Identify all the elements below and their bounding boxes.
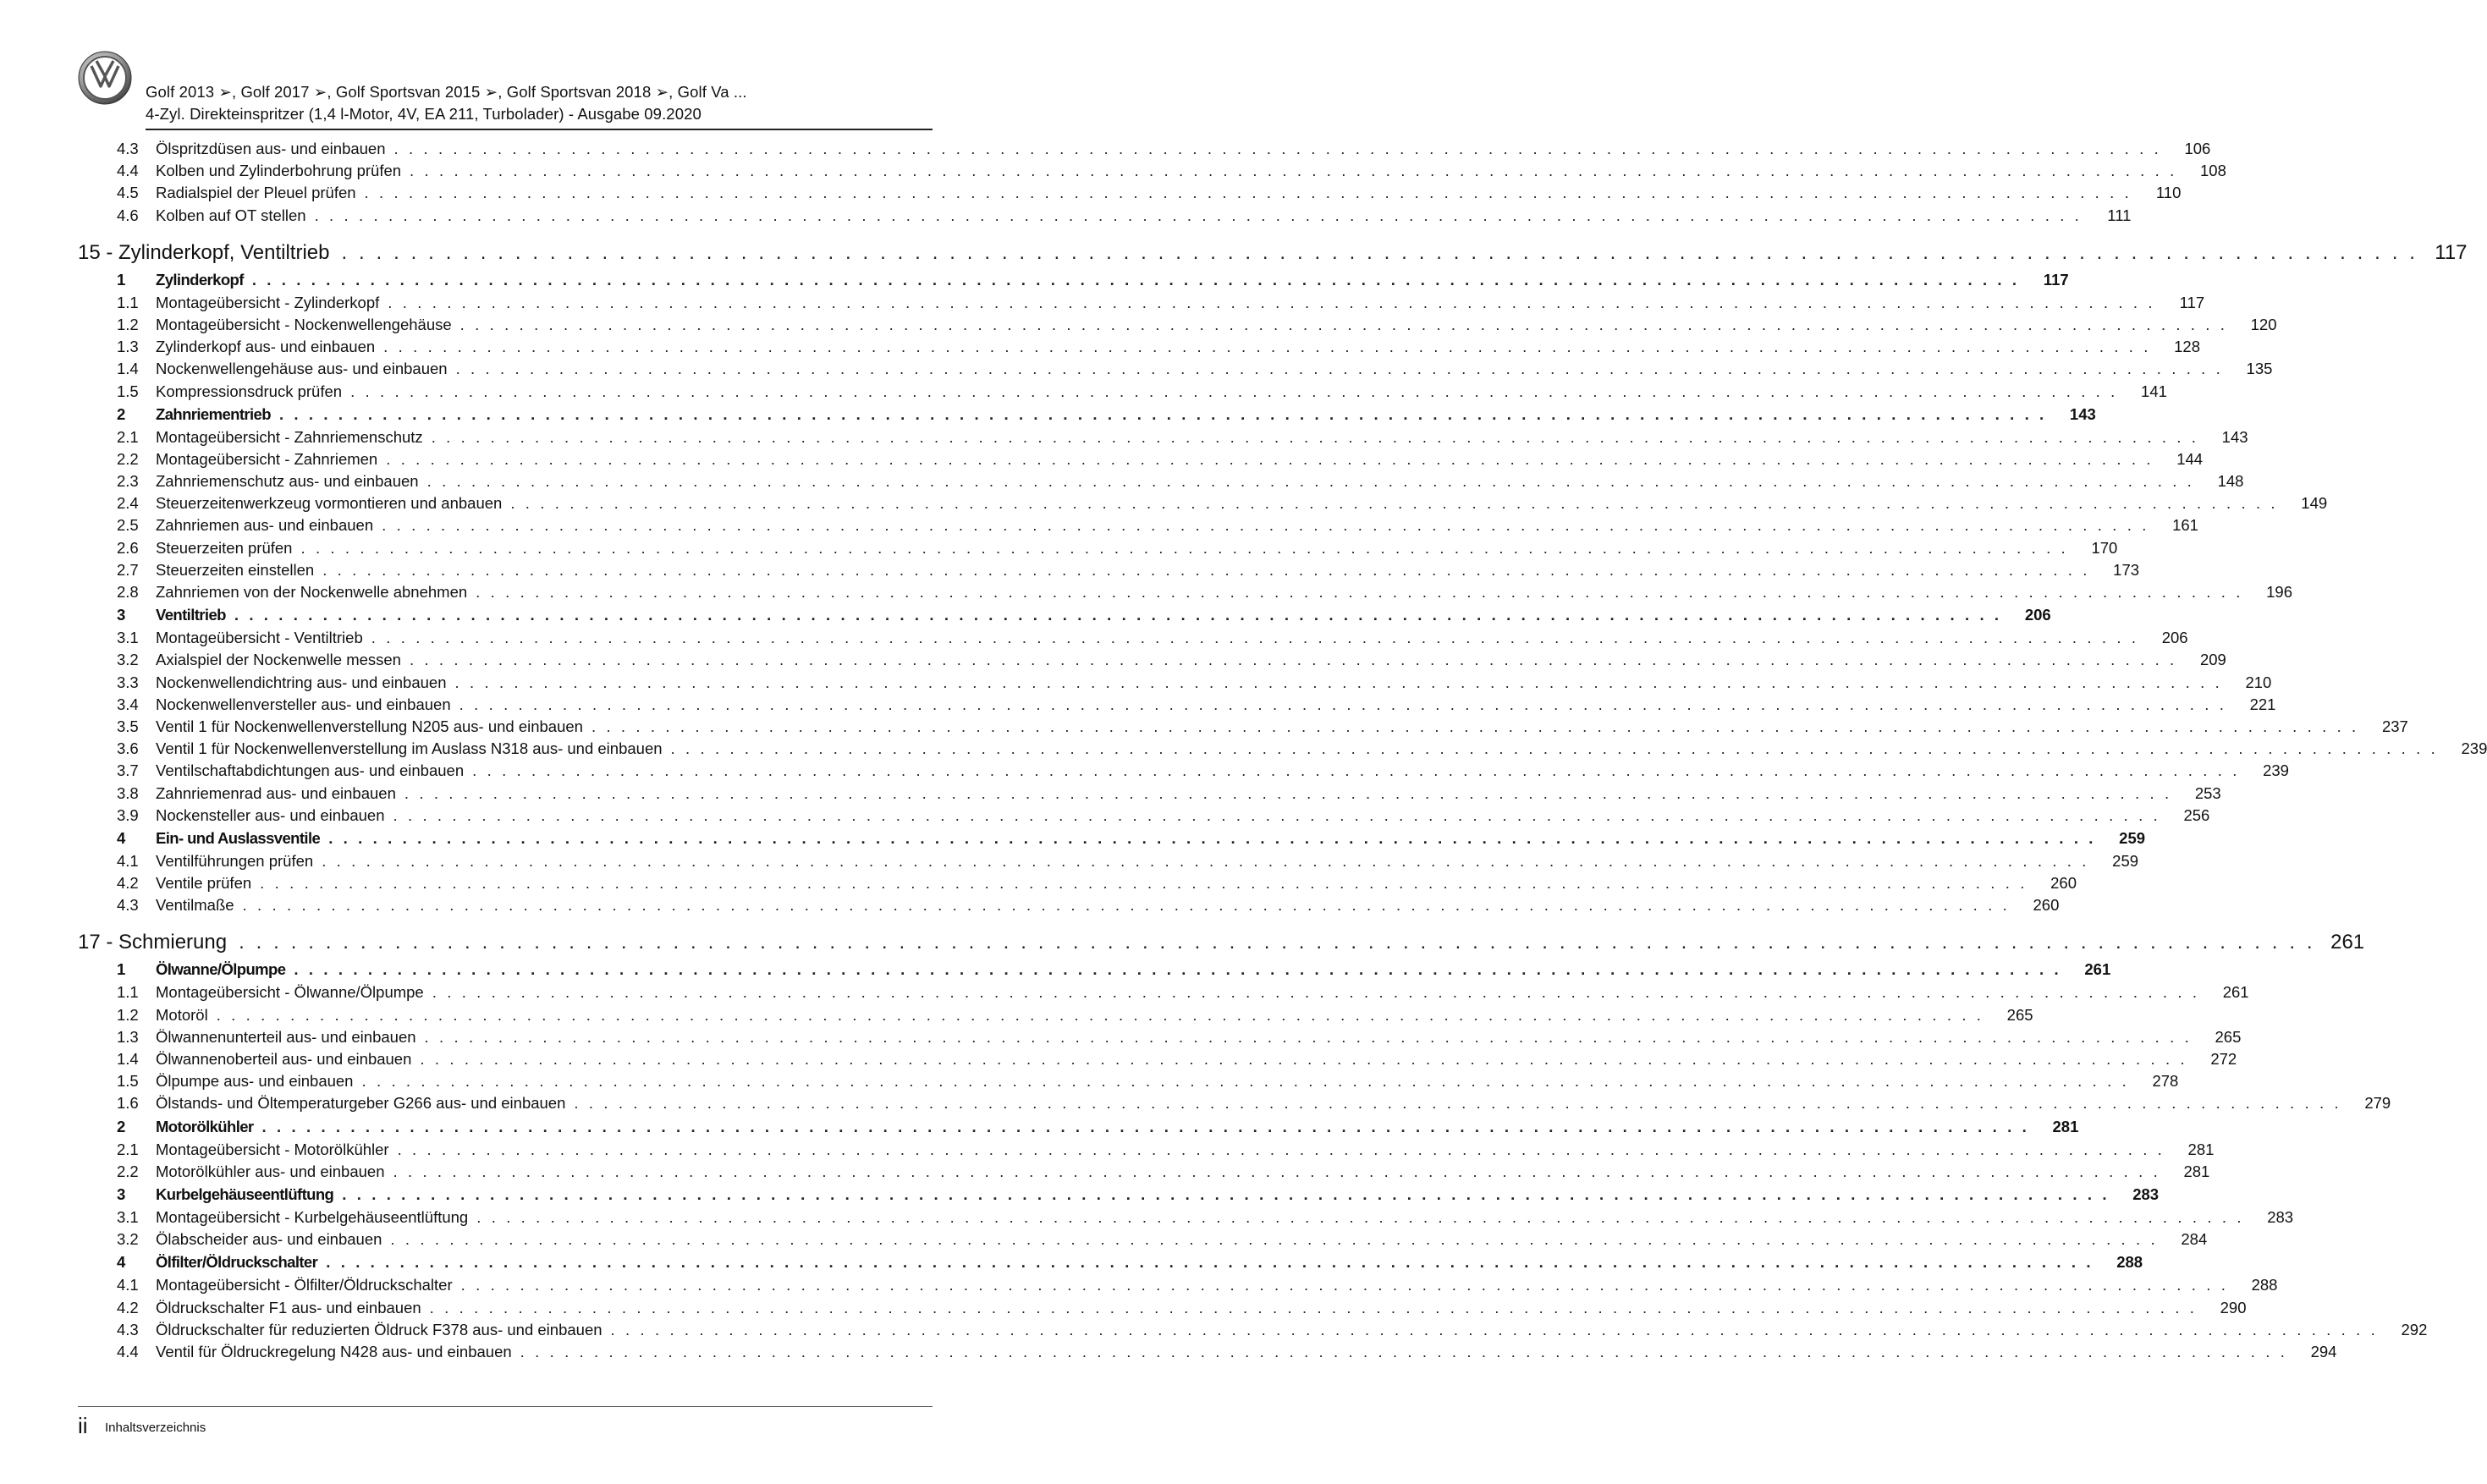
toc-title: Steuerzeitenwerkzeug vormontieren und anbauen [156, 494, 503, 513]
toc-leader-dots: . . . . . . . . . . . . . . . . . . . . . . . . . . . . . . . . . . . . . . . . . . . . . . . . . . . . . . . . . . . . . . . . . . . . . . . . . . . . . . . . . . . . . . . . . . . . . . . . . . . . . . . . . . . . . . . . . . . . . . . . [371, 629, 2139, 647]
toc-entry[interactable] [78, 761, 2289, 783]
toc-entry[interactable] [78, 983, 2249, 1005]
toc-entry[interactable] [78, 1207, 2294, 1230]
toc-page-number: 221 [2249, 695, 2276, 713]
toc-page-number: 196 [2266, 583, 2293, 601]
toc-leader-dots: . . . . . . . . . . . . . . . . . . . . . . . . . . . . . . . . . . . . . . . . . . . . . . . . . . . . . . . . . . . . . . . . . . . . . . . . . . . . . . . . . . . . . . . . . . . . . . . . . . . . . . . . . . . . . . . . . . . . . . . . [216, 1005, 1984, 1024]
toc-leader-dots: . . . . . . . . . . . . . . . . . . . . . . . . . . . . . . . . . . . . . . . . . . . . . . . . . . . . . . . . . . . . . . . . . . . . . . . . . . . . . . . . . . . . . . . . . . . . . . . . . . . . . . . . . . . . . . . . . . . . . . . . [314, 206, 2083, 224]
toc-number: 2.3 [117, 472, 139, 491]
page-header [78, 49, 933, 130]
toc-number: 1.1 [117, 983, 139, 1002]
toc-number: 4.3 [117, 1320, 139, 1338]
toc-number: 15 - Zylinderkopf, Ventiltrieb [78, 240, 330, 264]
toc-entry[interactable] [78, 651, 2226, 673]
toc-title: Nockenwellendichtring aus- und einbauen [156, 673, 447, 691]
toc-leader-dots: . . . . . . . . . . . . . . . . . . . . . . . . . . . . . . . . . . . . . . . . . . . . . . . . . . . . . . . . . . . . . . . . . . . . . . . . . . . . . . . . . . . . . . . . . . . . . . . . . . . . . . . . . . . . . . . . . . . . . . . . [520, 1342, 2288, 1360]
toc-number: 4.2 [117, 874, 139, 893]
footer-divider [78, 1406, 933, 1407]
toc-page-number: 260 [2033, 896, 2060, 915]
toc-leader-dots: . . . . . . . . . . . . . . . . . . . . . . . . . . . . . . . . . . . . . . . . . . . . . . . . . . . . . . . . . . . . . . . . . . . . . . . . . . . . . . . . . . . . . . . . . . . . . . . . . . . . . . . . . . . . . . . . . . . . . . . . [393, 805, 2161, 824]
toc-leader-dots: . . . . . . . . . . . . . . . . . . . . . . . . . . . . . . . . . . . . . . . . . . . . . . . . . . . . . . . . . . . . . . . . . . . . . . . . . . . . . . . . . . . . . . . . . . . . . . . . . . . . . . . . . . . . . . . . . . . . . . . . [454, 673, 2223, 691]
toc-title: Montageübersicht - Nockenwellengehäuse [156, 315, 452, 333]
table-of-contents [78, 140, 2487, 1365]
toc-section[interactable] [78, 1253, 2143, 1276]
toc-number: 2.1 [117, 1140, 139, 1158]
toc-title: Zahnriementrieb [156, 404, 271, 423]
toc-leader-dots: . . . . . . . . . . . . . . . . . . . . . . . . . . . . . . . . . . . . . . . . . . . . . . . . . . . . . . . . . . . . . . . . . . . . . . . . . . . . . . . . . . . . . . . . . . . . . . . . . . . . . . . . . . . . . . . . . . . . . . . . [260, 874, 2028, 893]
toc-number: 2.2 [117, 449, 139, 468]
toc-title: Öldruckschalter F1 aus- und einbauen [156, 1298, 421, 1316]
toc-page-number: 144 [2176, 449, 2204, 468]
toc-number: 3.1 [117, 1207, 139, 1226]
toc-page-number: 206 [2024, 606, 2051, 624]
toc-entry[interactable] [78, 315, 2277, 338]
toc-number: 3 [117, 606, 126, 624]
toc-title: Montageübersicht - Zahnriemen [156, 449, 378, 468]
toc-title: Ölwannenoberteil aus- und einbauen [156, 1050, 412, 1068]
toc-entry[interactable] [78, 1342, 2337, 1365]
toc-number: 4.1 [117, 1276, 139, 1294]
toc-leader-dots: . . . . . . . . . . . . . . . . . . . . . . . . . . . . . . . . . . . . . . . . . . . . . . . . . . . . . . . . . . . . . . . . . . . . . . . . . . . . . . . . . . . . . . . . . . . . . . . . . . . . . . . . . . . . . . . . . . . . . . . . [261, 1117, 2030, 1135]
toc-entry[interactable] [78, 1050, 2237, 1072]
toc-title: Motorölkühler [156, 1117, 254, 1135]
toc-title: Montageübersicht - Kurbelgehäuseentlüftung [156, 1207, 469, 1226]
toc-entry[interactable] [78, 1276, 2278, 1298]
vw-logo-icon [78, 51, 132, 105]
toc-leader-dots: . . . . . . . . . . . . . . . . . . . . . . . . . . . . . . . . . . . . . . . . . . . . . . . . . . . . . . . . . . . . . . . . . . . . . . . . . . . . . . . . . . . . . . . . . . . . . . . . . . . . . . . . . . . . . . . . . . . . . . . . [361, 1072, 2130, 1091]
toc-title: Steuerzeiten einstellen [156, 560, 315, 579]
toc-number: 3.5 [117, 717, 139, 735]
toc-title: Zahnriemen von der Nockenwelle abnehmen [156, 583, 468, 601]
toc-title: Radialspiel der Pleuel prüfen [156, 184, 356, 202]
toc-entry[interactable] [78, 717, 2408, 739]
toc-entry[interactable] [78, 851, 2139, 874]
toc-page-number: 170 [2091, 538, 2118, 557]
toc-page-number: 265 [2006, 1005, 2033, 1024]
toc-entry[interactable] [78, 1320, 2428, 1343]
toc-page-number: 294 [2310, 1342, 2337, 1360]
toc-number: 1.1 [117, 293, 139, 311]
toc-page-number: 281 [2187, 1140, 2215, 1158]
toc-leader-dots: . . . . . . . . . . . . . . . . . . . . . . . . . . . . . . . . . . . . . . . . . . . . . . . . . . . . . . . . . . . . . . . . . . . . . . . . . . . . . . . . . . . . . . . . . . . . . . . . . . . . . . . . . . . . . . . . . . . . . . . . [410, 162, 2177, 180]
toc-entry[interactable] [78, 629, 2188, 651]
toc-section[interactable] [78, 1184, 2160, 1208]
toc-leader-dots: . . . . . . . . . . . . . . . . . . . . . . . . . . . . . . . . . . . . . . . . . . . . . . . . . . . . . . . . . . . . . . . . . . . . . . . . . . . . . . . . . . . . . . . . . . . . . . . . . . . . . . . . . . . . . . . . . . . . . . . . [393, 1162, 2161, 1180]
toc-number: 17 - Schmierung [78, 931, 228, 954]
toc-number: 4.1 [117, 851, 139, 870]
toc-title: Ölwanne/Ölpumpe [156, 960, 286, 979]
toc-page-number: 284 [2181, 1230, 2208, 1249]
toc-entry[interactable] [78, 516, 2198, 538]
toc-title: Ventile prüfen [156, 874, 252, 893]
toc-entry[interactable] [78, 1005, 2033, 1028]
toc-page-number: 237 [2381, 717, 2408, 735]
header-engine-edition: 4-Zyl. Direkteinspritzer (1,4 l-Motor, 4V, EA 211, Turbolader) - Ausgabe 09.2020 [146, 105, 702, 123]
toc-number: 3.7 [117, 761, 139, 780]
toc-number: 3.8 [117, 783, 139, 802]
toc-number: 1 [117, 960, 126, 979]
toc-number: 2.2 [117, 1162, 139, 1180]
toc-page-number: 128 [2174, 338, 2201, 356]
toc-page-number: 141 [2141, 382, 2167, 400]
toc-page-number: 206 [2161, 629, 2188, 647]
toc-title: Steuerzeiten prüfen [156, 538, 293, 557]
toc-leader-dots: . . . . . . . . . . . . . . . . . . . . . . . . . . . . . . . . . . . . . . . . . . . . . . . . . . . . . . . . . . . . . . . . . . . . . . . . . . . . . . . . . . . . . . . . . . . . . . . . . . . . . . . . . . . . . . . . . . . . . . . . [591, 717, 2359, 735]
toc-leader-dots: . . . . . . . . . . . . . . . . . . . . . . . . . . . . . . . . . . . . . . . . . . . . . . . . . . . . . . . . . . . . . . . . . . . . . . . . . . . . . . . . . . . . . . . . . . . . . . . . . . . . . . . . . . . . . . . . . . . . . . . . [278, 404, 2047, 423]
toc-title: Zahnriemen aus- und einbauen [156, 516, 374, 535]
toc-leader-dots: . . . . . . . . . . . . . . . . . . . . . . . . . . . . . . . . . . . . . . . . . . . . . . . . . . . . . . . . . . . . . . . . . . . . . . . . . . . . . . . . . . . . . . . . . . . . . . . . . . . . . . . . . . . . . . . . . . . . . . . . [322, 851, 2090, 870]
toc-leader-dots: . . . . . . . . . . . . . . . . . . . . . . . . . . . . . . . . . . . . . . . . . . . . . . . . . . . . . . . . . . . . . . . . . . . . . . . . . . . . . . . . . . . . . . . . . . . . . . . . . . . . . . . . . . . . . . . . . . . . . . . . [341, 240, 2418, 264]
toc-entry[interactable] [78, 1298, 2247, 1321]
toc-number: 4 [117, 828, 126, 847]
toc-title: Montageübersicht - Zylinderkopf [156, 293, 380, 311]
toc-entry[interactable] [78, 1072, 2179, 1094]
toc-title: Ölwannenunterteil aus- und einbauen [156, 1027, 416, 1046]
toc-title: Nockenwellengehäuse aus- und einbauen [156, 360, 448, 378]
toc-page-number: 261 [2084, 960, 2111, 979]
toc-leader-dots: . . . . . . . . . . . . . . . . . . . . . . . . . . . . . . . . . . . . . . . . . . . . . . . . . . . . . . . . . . . . . . . . . . . . . . . . . . . . . . . . . . . . . . . . . . . . . . . . . . . . . . . . . . . . . . . . . . . . . . . . [455, 360, 2224, 378]
toc-chapter[interactable] [78, 237, 2468, 269]
toc-page-number: 261 [2330, 931, 2365, 954]
toc-entry[interactable] [78, 695, 2276, 717]
toc-number: 4.3 [117, 896, 139, 915]
toc-page-number: 292 [2401, 1320, 2428, 1338]
toc-page-number: 110 [2155, 184, 2182, 202]
toc-page-number: 288 [2251, 1276, 2278, 1294]
toc-entry[interactable] [78, 874, 2077, 896]
toc-leader-dots: . . . . . . . . . . . . . . . . . . . . . . . . . . . . . . . . . . . . . . . . . . . . . . . . . . . . . . . . . . . . . . . . . . . . . . . . . . . . . . . . . . . . . . . . . . . . . . . . . . . . . . . . . . . . . . . . . . . . . . . . [670, 739, 2439, 758]
toc-title: Zylinderkopf [156, 270, 244, 289]
toc-entry[interactable] [78, 1094, 2391, 1116]
toc-entry[interactable] [78, 673, 2272, 695]
toc-page-number: 278 [2152, 1072, 2179, 1091]
toc-leader-dots: . . . . . . . . . . . . . . . . . . . . . . . . . . . . . . . . . . . . . . . . . . . . . . . . . . . . . . . . . . . . . . . . . . . . . . . . . . . . . . . . . . . . . . . . . . . . . . . . . . . . . . . . . . . . . . . . . . . . . . . . [424, 1027, 2193, 1046]
toc-leader-dots: . . . . . . . . . . . . . . . . . . . . . . . . . . . . . . . . . . . . . . . . . . . . . . . . . . . . . . . . . . . . . . . . . . . . . . . . . . . . . . . . . . . . . . . . . . . . . . . . . . . . . . . . . . . . . . . . . . . . . . . . [251, 270, 2020, 289]
toc-entry[interactable] [78, 472, 2244, 494]
toc-title: Zahnriemenschutz aus- und einbauen [156, 472, 419, 491]
toc-entry[interactable] [78, 560, 2140, 583]
toc-title: Motoröl [156, 1005, 208, 1024]
toc-entry[interactable] [78, 206, 2132, 228]
toc-leader-dots: . . . . . . . . . . . . . . . . . . . . . . . . . . . . . . . . . . . . . . . . . . . . . . . . . . . . . . . . . . . . . . . . . . . . . . . . . . . . . . . . . . . . . . . . . . . . . . . . . . . . . . . . . . . . . . . . . . . . . . . . [364, 184, 2132, 202]
toc-number: 2.4 [117, 494, 139, 513]
toc-title: Ventilmaße [156, 896, 234, 915]
toc-leader-dots: . . . . . . . . . . . . . . . . . . . . . . . . . . . . . . . . . . . . . . . . . . . . . . . . . . . . . . . . . . . . . . . . . . . . . . . . . . . . . . . . . . . . . . . . . . . . . . . . . . . . . . . . . . . . . . . . . . . . . . . . [431, 427, 2199, 446]
toc-leader-dots: . . . . . . . . . . . . . . . . . . . . . . . . . . . . . . . . . . . . . . . . . . . . . . . . . . . . . . . . . . . . . . . . . . . . . . . . . . . . . . . . . . . . . . . . . . . . . . . . . . . . . . . . . . . . . . . . . . . . . . . . [342, 1184, 2110, 1203]
toc-number: 4.4 [117, 162, 139, 180]
toc-page-number: 239 [2461, 739, 2487, 758]
toc-number: 3.6 [117, 739, 139, 758]
toc-title: Kurbelgehäuseentlüftung [156, 1184, 334, 1203]
toc-entry[interactable] [78, 896, 2060, 918]
toc-leader-dots: . . . . . . . . . . . . . . . . . . . . . . . . . . . . . . . . . . . . . . . . . . . . . . . . . . . . . . . . . . . . . . . . . . . . . . . . . . . . . . . . . . . . . . . . . . . . . . . . . . . . . . . . . . . . . . . . . . . . . . . . [393, 140, 2162, 157]
toc-number: 1.2 [117, 315, 139, 333]
toc-number: 2.1 [117, 427, 139, 446]
toc-number: 2.5 [117, 516, 139, 535]
toc-page-number: 161 [2172, 516, 2198, 535]
toc-title: Ventilführungen prüfen [156, 851, 314, 870]
toc-number: 1.3 [117, 1027, 139, 1046]
toc-title: Kompressionsdruck prüfen [156, 382, 343, 400]
toc-page-number: 106 [2184, 140, 2211, 157]
toc-leader-dots: . . . . . . . . . . . . . . . . . . . . . . . . . . . . . . . . . . . . . . . . . . . . . . . . . . . . . . . . . . . . . . . . . . . . . . . . . . . . . . . . . . . . . . . . . . . . . . . . . . . . . . . . . . . . . . . . . . . . . . . . [242, 896, 2011, 915]
toc-section[interactable] [78, 606, 2051, 629]
toc-leader-dots: . . . . . . . . . . . . . . . . . . . . . . . . . . . . . . . . . . . . . . . . . . . . . . . . . . . . . . . . . . . . . . . . . . . . . . . . . . . . . . . . . . . . . . . . . . . . . . . . . . . . . . . . . . . . . . . . . . . . . . . . [610, 1320, 2379, 1338]
toc-title: Ventilschaftabdichtungen aus- und einbauen [156, 761, 465, 780]
toc-page-number: 120 [2250, 315, 2277, 333]
toc-section[interactable] [78, 404, 2096, 428]
toc-entry[interactable] [78, 583, 2293, 605]
toc-page-number: 261 [2222, 983, 2249, 1002]
toc-title: Ölstands- und Öltemperaturgeber G266 aus- und einbauen [156, 1094, 566, 1113]
toc-entry[interactable] [78, 360, 2273, 382]
toc-leader-dots: . . . . . . . . . . . . . . . . . . . . . . . . . . . . . . . . . . . . . . . . . . . . . . . . . . . . . . . . . . . . . . . . . . . . . . . . . . . . . . . . . . . . . . . . . . . . . . . . . . . . . . . . . . . . . . . . . . . . . . . . [328, 828, 2097, 847]
toc-leader-dots: . . . . . . . . . . . . . . . . . . . . . . . . . . . . . . . . . . . . . . . . . . . . . . . . . . . . . . . . . . . . . . . . . . . . . . . . . . . . . . . . . . . . . . . . . . . . . . . . . . . . . . . . . . . . . . . . . . . . . . . . [472, 761, 2240, 780]
toc-number: 4 [117, 1253, 126, 1272]
toc-page-number: 148 [2217, 472, 2244, 491]
toc-leader-dots: . . . . . . . . . . . . . . . . . . . . . . . . . . . . . . . . . . . . . . . . . . . . . . . . . . . . . . . . . . . . . . . . . . . . . . . . . . . . . . . . . . . . . . . . . . . . . . . . . . . . . . . . . . . . . . . . . . . . . . . . [322, 560, 2091, 579]
toc-leader-dots: . . . . . . . . . . . . . . . . . . . . . . . . . . . . . . . . . . . . . . . . . . . . . . . . . . . . . . . . . . . . . . . . . . . . . . . . . . . . . . . . . . . . . . . . . . . . . . . . . . . . . . . . . . . . . . . . . . . . . . . . [386, 449, 2154, 468]
toc-title: Ventil 1 für Nockenwellenverstellung im Auslass N318 aus- und einbauen [156, 739, 663, 758]
toc-title: Montageübersicht - Ventiltrieb [156, 629, 363, 647]
toc-number: 1.6 [117, 1094, 139, 1113]
toc-title: Kolben auf OT stellen [156, 206, 306, 224]
toc-entry[interactable] [78, 494, 2328, 516]
toc-number: 1.3 [117, 338, 139, 356]
toc-leader-dots: . . . . . . . . . . . . . . . . . . . . . . . . . . . . . . . . . . . . . . . . . . . . . . . . . . . . . . . . . . . . . . . . . . . . . . . . . . . . . . . . . . . . . . . . . . . . . . . . . . . . . . . . . . . . . . . . . . . . . . . . [420, 1050, 2188, 1068]
toc-leader-dots: . . . . . . . . . . . . . . . . . . . . . . . . . . . . . . . . . . . . . . . . . . . . . . . . . . . . . . . . . . . . . . . . . . . . . . . . . . . . . . . . . . . . . . . . . . . . . . . . . . . . . . . . . . . . . . . . . . . . . . . . [459, 695, 2227, 713]
toc-number: 3.3 [117, 673, 139, 691]
toc-leader-dots: . . . . . . . . . . . . . . . . . . . . . . . . . . . . . . . . . . . . . . . . . . . . . . . . . . . . . . . . . . . . . . . . . . . . . . . . . . . . . . . . . . . . . . . . . . . . . . . . . . . . . . . . . . . . . . . . . . . . . . . . [432, 983, 2200, 1002]
toc-entry[interactable] [78, 184, 2182, 206]
toc-title: Ölspritzdüsen aus- und einbauen [156, 140, 386, 157]
toc-page-number: 117 [2435, 240, 2468, 264]
toc-section[interactable] [78, 1117, 2079, 1140]
toc-number: 1.2 [117, 1005, 139, 1024]
header-vehicle-models: Golf 2013 ➢, Golf 2017 ➢, Golf Sportsvan 2015 ➢, Golf Sportsvan 2018 ➢, Golf Va ... [146, 83, 747, 101]
toc-leader-dots: . . . . . . . . . . . . . . . . . . . . . . . . . . . . . . . . . . . . . . . . . . . . . . . . . . . . . . . . . . . . . . . . . . . . . . . . . . . . . . . . . . . . . . . . . . . . . . . . . . . . . . . . . . . . . . . . . . . . . . . . [404, 783, 2172, 802]
toc-entry[interactable] [78, 338, 2201, 360]
toc-number: 4.3 [117, 140, 139, 157]
toc-leader-dots: . . . . . . . . . . . . . . . . . . . . . . . . . . . . . . . . . . . . . . . . . . . . . . . . . . . . . . . . . . . . . . . . . . . . . . . . . . . . . . . . . . . . . . . . . . . . . . . . . . . . . . . . . . . . . . . . . . . . . . . . [390, 1230, 2159, 1249]
header-divider [146, 129, 933, 130]
toc-title: Montageübersicht - Zahnriemenschutz [156, 427, 423, 446]
toc-entry[interactable] [78, 162, 2226, 184]
toc-title: Motorölkühler aus- und einbauen [156, 1162, 385, 1180]
toc-page-number: 117 [2179, 293, 2205, 311]
toc-leader-dots: . . . . . . . . . . . . . . . . . . . . . . . . . . . . . . . . . . . . . . . . . . . . . . . . . . . . . . . . . . . . . . . . . . . . . . . . . . . . . . . . . . . . . . . . . . . . . . . . . . . . . . . . . . . . . . . . . . . . . . . . [239, 931, 2316, 954]
toc-page-number: 108 [2200, 162, 2226, 180]
toc-leader-dots: . . . . . . . . . . . . . . . . . . . . . . . . . . . . . . . . . . . . . . . . . . . . . . . . . . . . . . . . . . . . . . . . . . . . . . . . . . . . . . . . . . . . . . . . . . . . . . . . . . . . . . . . . . . . . . . . . . . . . . . . [388, 293, 2156, 311]
toc-leader-dots: . . . . . . . . . . . . . . . . . . . . . . . . . . . . . . . . . . . . . . . . . . . . . . . . . . . . . . . . . . . . . . . . . . . . . . . . . . . . . . . . . . . . . . . . . . . . . . . . . . . . . . . . . . . . . . . . . . . . . . . . [409, 651, 2177, 669]
footer-section-label: Inhaltsverzeichnis [105, 1421, 206, 1435]
toc-leader-dots: . . . . . . . . . . . . . . . . . . . . . . . . . . . . . . . . . . . . . . . . . . . . . . . . . . . . . . . . . . . . . . . . . . . . . . . . . . . . . . . . . . . . . . . . . . . . . . . . . . . . . . . . . . . . . . . . . . . . . . . . [429, 1298, 2198, 1316]
toc-page-number: 253 [2194, 783, 2221, 802]
toc-page-number: 259 [2119, 828, 2146, 847]
toc-number: 3.1 [117, 629, 139, 647]
toc-number: 2 [117, 1117, 126, 1135]
toc-entry[interactable] [78, 449, 2204, 472]
toc-leader-dots: . . . . . . . . . . . . . . . . . . . . . . . . . . . . . . . . . . . . . . . . . . . . . . . . . . . . . . . . . . . . . . . . . . . . . . . . . . . . . . . . . . . . . . . . . . . . . . . . . . . . . . . . . . . . . . . . . . . . . . . . [574, 1094, 2342, 1113]
toc-title: Ölfilter/Öldruckschalter [156, 1253, 318, 1272]
toc-section[interactable] [78, 960, 2111, 983]
toc-section[interactable] [78, 828, 2146, 852]
toc-number: 3.4 [117, 695, 139, 713]
toc-number: 3 [117, 1184, 126, 1203]
toc-title: Ein- und Auslassventile [156, 828, 321, 847]
toc-number: 3.9 [117, 805, 139, 824]
toc-title: Öldruckschalter für reduzierten Öldruck F378 aus- und einbauen [156, 1320, 602, 1338]
toc-page-number: 283 [2132, 1184, 2160, 1203]
toc-leader-dots: . . . . . . . . . . . . . . . . . . . . . . . . . . . . . . . . . . . . . . . . . . . . . . . . . . . . . . . . . . . . . . . . . . . . . . . . . . . . . . . . . . . . . . . . . . . . . . . . . . . . . . . . . . . . . . . . . . . . . . . . [476, 1207, 2245, 1226]
footer-page-number: ii [78, 1413, 88, 1438]
toc-leader-dots: . . . . . . . . . . . . . . . . . . . . . . . . . . . . . . . . . . . . . . . . . . . . . . . . . . . . . . . . . . . . . . . . . . . . . . . . . . . . . . . . . . . . . . . . . . . . . . . . . . . . . . . . . . . . . . . . . . . . . . . . [426, 472, 2195, 491]
toc-page-number: 272 [2210, 1050, 2237, 1068]
toc-entry[interactable] [78, 538, 2118, 561]
toc-number: 1.4 [117, 1050, 139, 1068]
toc-title: Ölabscheider aus- und einbauen [156, 1230, 382, 1249]
toc-title: Kolben und Zylinderbohrung prüfen [156, 162, 402, 180]
toc-page-number: 290 [2220, 1298, 2247, 1316]
toc-page-number: 283 [2267, 1207, 2294, 1226]
toc-page-number: 117 [2043, 270, 2069, 289]
toc-entry[interactable] [78, 805, 2210, 828]
toc-leader-dots: . . . . . . . . . . . . . . . . . . . . . . . . . . . . . . . . . . . . . . . . . . . . . . . . . . . . . . . . . . . . . . . . . . . . . . . . . . . . . . . . . . . . . . . . . . . . . . . . . . . . . . . . . . . . . . . . . . . . . . . . [383, 338, 2152, 356]
toc-entry[interactable] [78, 382, 2167, 404]
toc-leader-dots: . . . . . . . . . . . . . . . . . . . . . . . . . . . . . . . . . . . . . . . . . . . . . . . . . . . . . . . . . . . . . . . . . . . . . . . . . . . . . . . . . . . . . . . . . . . . . . . . . . . . . . . . . . . . . . . . . . . . . . . . [350, 382, 2118, 400]
toc-leader-dots: . . . . . . . . . . . . . . . . . . . . . . . . . . . . . . . . . . . . . . . . . . . . . . . . . . . . . . . . . . . . . . . . . . . . . . . . . . . . . . . . . . . . . . . . . . . . . . . . . . . . . . . . . . . . . . . . . . . . . . . . [397, 1140, 2165, 1158]
toc-number: 2.8 [117, 583, 139, 601]
toc-page-number: 135 [2246, 360, 2273, 378]
toc-number: 3.2 [117, 1230, 139, 1249]
toc-leader-dots: . . . . . . . . . . . . . . . . . . . . . . . . . . . . . . . . . . . . . . . . . . . . . . . . . . . . . . . . . . . . . . . . . . . . . . . . . . . . . . . . . . . . . . . . . . . . . . . . . . . . . . . . . . . . . . . . . . . . . . . . [459, 315, 2228, 333]
toc-section[interactable] [78, 270, 2069, 294]
toc-page-number: 260 [2050, 874, 2077, 893]
toc-entry[interactable] [78, 1162, 2210, 1184]
toc-title: Ölpumpe aus- und einbauen [156, 1072, 354, 1091]
toc-page-number: 239 [2263, 761, 2289, 780]
toc-number: 4.5 [117, 184, 139, 202]
toc-number: 3.2 [117, 651, 139, 669]
toc-title: Ventil 1 für Nockenwellenverstellung N205 aus- und einbauen [156, 717, 583, 735]
toc-number: 1.5 [117, 1072, 139, 1091]
toc-page-number: 256 [2183, 805, 2210, 824]
toc-leader-dots: . . . . . . . . . . . . . . . . . . . . . . . . . . . . . . . . . . . . . . . . . . . . . . . . . . . . . . . . . . . . . . . . . . . . . . . . . . . . . . . . . . . . . . . . . . . . . . . . . . . . . . . . . . . . . . . . . . . . . . . . [476, 583, 2244, 601]
toc-entry[interactable] [78, 140, 2211, 162]
toc-title: Ventil für Öldruckregelung N428 aus- und einbauen [156, 1342, 512, 1360]
toc-leader-dots: . . . . . . . . . . . . . . . . . . . . . . . . . . . . . . . . . . . . . . . . . . . . . . . . . . . . . . . . . . . . . . . . . . . . . . . . . . . . . . . . . . . . . . . . . . . . . . . . . . . . . . . . . . . . . . . . . . . . . . . . [460, 1276, 2229, 1294]
toc-page-number: 149 [2301, 494, 2328, 513]
toc-entry[interactable] [78, 1140, 2215, 1162]
toc-page-number: 210 [2245, 673, 2272, 691]
toc-number: 1 [117, 270, 126, 289]
toc-number: 4.6 [117, 206, 139, 224]
toc-number: 1.5 [117, 382, 139, 400]
toc-entry[interactable] [78, 739, 2487, 761]
toc-title: Montageübersicht - Motorölkühler [156, 1140, 389, 1158]
toc-title: Montageübersicht - Ölwanne/Ölpumpe [156, 983, 424, 1002]
toc-entry[interactable] [78, 293, 2205, 316]
toc-page-number: 143 [2069, 404, 2096, 423]
toc-number: 4.4 [117, 1342, 139, 1360]
toc-number: 2 [117, 404, 126, 423]
toc-leader-dots: . . . . . . . . . . . . . . . . . . . . . . . . . . . . . . . . . . . . . . . . . . . . . . . . . . . . . . . . . . . . . . . . . . . . . . . . . . . . . . . . . . . . . . . . . . . . . . . . . . . . . . . . . . . . . . . . . . . . . . . . [300, 538, 2069, 557]
toc-title: Zylinderkopf aus- und einbauen [156, 338, 376, 356]
toc-title: Nockensteller aus- und einbauen [156, 805, 385, 824]
toc-number: 2.6 [117, 538, 139, 557]
toc-page-number: 288 [2116, 1253, 2143, 1272]
toc-entry[interactable] [78, 783, 2221, 806]
toc-page-number: 259 [2112, 851, 2139, 870]
toc-title: Montageübersicht - Ölfilter/Öldruckschalter [156, 1276, 453, 1294]
toc-title: Axialspiel der Nockenwelle messen [156, 651, 401, 669]
toc-leader-dots: . . . . . . . . . . . . . . . . . . . . . . . . . . . . . . . . . . . . . . . . . . . . . . . . . . . . . . . . . . . . . . . . . . . . . . . . . . . . . . . . . . . . . . . . . . . . . . . . . . . . . . . . . . . . . . . . . . . . . . . . [326, 1253, 2094, 1272]
toc-leader-dots: . . . . . . . . . . . . . . . . . . . . . . . . . . . . . . . . . . . . . . . . . . . . . . . . . . . . . . . . . . . . . . . . . . . . . . . . . . . . . . . . . . . . . . . . . . . . . . . . . . . . . . . . . . . . . . . . . . . . . . . . [294, 960, 2062, 979]
toc-page-number: 173 [2113, 560, 2140, 579]
toc-page-number: 143 [2221, 427, 2248, 446]
toc-entry[interactable] [78, 427, 2248, 450]
toc-number: 4.2 [117, 1298, 139, 1316]
toc-entry[interactable] [78, 1230, 2208, 1252]
toc-number: 2.7 [117, 560, 139, 579]
toc-page-number: 265 [2215, 1027, 2242, 1046]
toc-leader-dots: . . . . . . . . . . . . . . . . . . . . . . . . . . . . . . . . . . . . . . . . . . . . . . . . . . . . . . . . . . . . . . . . . . . . . . . . . . . . . . . . . . . . . . . . . . . . . . . . . . . . . . . . . . . . . . . . . . . . . . . . [382, 516, 2149, 535]
toc-title: Zahnriemenrad aus- und einbauen [156, 783, 396, 802]
toc-page-number: 209 [2199, 651, 2226, 669]
toc-entry[interactable] [78, 1027, 2242, 1050]
toc-leader-dots: . . . . . . . . . . . . . . . . . . . . . . . . . . . . . . . . . . . . . . . . . . . . . . . . . . . . . . . . . . . . . . . . . . . . . . . . . . . . . . . . . . . . . . . . . . . . . . . . . . . . . . . . . . . . . . . . . . . . . . . . [510, 494, 2279, 513]
toc-page-number: 281 [2052, 1117, 2079, 1135]
toc-page-number: 279 [2364, 1094, 2391, 1113]
toc-chapter[interactable] [78, 926, 2365, 959]
toc-title: Nockenwellenversteller aus- und einbauen [156, 695, 451, 713]
toc-page-number: 111 [2107, 206, 2132, 224]
toc-number: 1.4 [117, 360, 139, 378]
toc-page-number: 281 [2183, 1162, 2210, 1180]
toc-leader-dots: . . . . . . . . . . . . . . . . . . . . . . . . . . . . . . . . . . . . . . . . . . . . . . . . . . . . . . . . . . . . . . . . . . . . . . . . . . . . . . . . . . . . . . . . . . . . . . . . . . . . . . . . . . . . . . . . . . . . . . . . [234, 606, 2002, 624]
toc-title: Ventiltrieb [156, 606, 226, 624]
